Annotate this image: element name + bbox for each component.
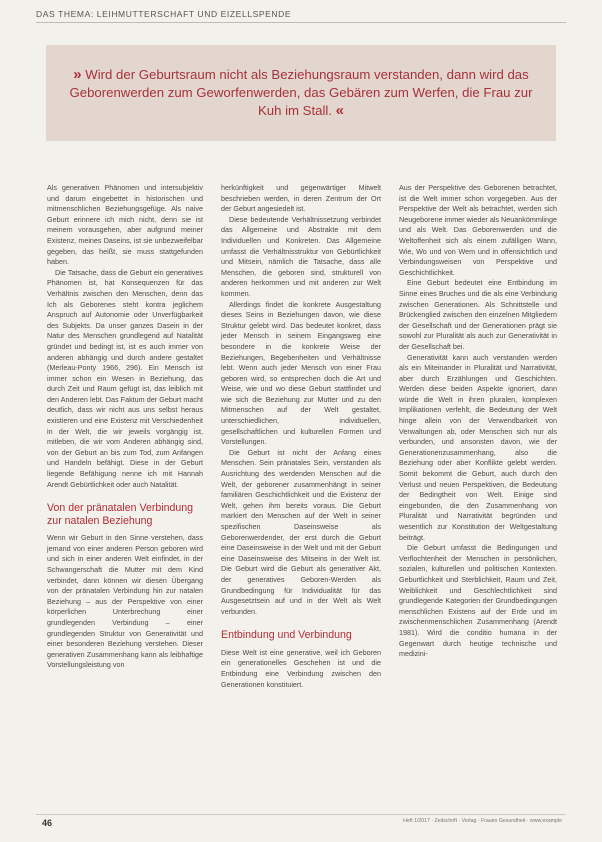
paragraph: herkünftigkeit und gegenwärtiger Mitwelt beschrieben werden, in deren Zentrum der Ort der Geburt angesiedelt ist. xyxy=(221,183,381,214)
quote-open-mark: » xyxy=(73,66,82,83)
column-middle xyxy=(221,183,381,690)
section-header: DAS THEMA: LEIHMUTTERSCHAFT UND EIZELLSPENDE xyxy=(36,9,292,19)
page-number: 46 xyxy=(42,818,53,828)
paragraph: Die Geburt umfasst die Bedingungen und Verflochtenheit der Menschen in persönlichen, sozialen, kulturellen und politischen Kontexten. Geburtlichkeit und Sterblichkeit, Raum und Zeit, Weiblichkeit und Geschlechtlichkeit sind grundlegende Kategorien der Grundbedingungen menschlichen Existens auf der Erde und im zwischenmenschlichen Zusammenhang (Arendt 1981). Wird die conditio humana in der Gegenwart durch heutige technische und medizini- xyxy=(399,543,557,659)
paragraph: Als generativen Phänomen und intersubjektiv und darum eingebettet in historischen und mitmenschlichen Beziehungsgefüge. Als naive Geburt erinnere ich mich nicht, denn sie ist meinem vorausgehen, aber aufgrund meiner Existenz, meines Daseins, ist sie unbezweifelbar gegeben, das heißt, sie muss stattgefunden haben. xyxy=(47,183,203,267)
section-heading: Entbindung und Verbindung xyxy=(221,629,352,642)
paragraph: Allerdings findet die konkrete Ausgestaltung dieses Seins in Beziehungen davon, wie diese Struktur gelebt wird. Das bedeutet konkret, dass jeder Mensch in seinem Eingangsweg eine besondere in die konkrete Weise der Beziehungen, Begebenheiten und Verhältnisse lebt. Wenn auch jeder Mensch von einer Frau geboren wird, so entsprechen doch die Art und Weise, wie und wo diese Geburt stattfindet und wie sich die Beziehung zur Mutter und zu den Mitmenschen auf der Welt gestaltet, unterschiedlichen, individuellen, gesellschaftlichen und kulturellen Formen und Vorstellungen. xyxy=(221,299,381,447)
header-divider xyxy=(36,22,566,23)
column-left xyxy=(47,183,203,671)
footer-divider xyxy=(36,814,566,815)
paragraph: Diese bedeutende Verhältnissetzung verbindet das Allgemeine und Abstrakte mit dem Individuellen und Konkreten. Das Allgemeine umfasst die Verhältnisstruktur von Gebürtlichkeit und Mitsein, nämlich die Tatsache, dass alle Menschen, die geboren sind, strukturell von anderen herkommen und mit anderen zur Welt kommen. xyxy=(221,214,381,298)
column-right xyxy=(399,183,557,660)
pull-quote-text: Wird der Geburtsraum nicht als Beziehungsraum verstanden, dann wird das Geborenwerden zum Geworfenwerden, das Gebären zum Werfen, die Frau zur Kuh im Stall. xyxy=(69,67,533,118)
quote-close-mark: « xyxy=(335,102,345,119)
paragraph: Aus der Perspektive des Geborenen betrachtet, ist die Welt immer schon vorgegeben. Aus der Perspektive der Welt als betrachtet, werden sich Neugeborene immer wieder als Neuankömmlinge und als Welt. Das Geborenwerden und die Weltoffenheit sich als einem zufälligen Wann, Wie, Wo und von Wem und in offensichtlich und Verbindungsweisen von Perspektive und Geschichtlichkeit. xyxy=(399,183,557,277)
paragraph: Generativität kann auch verstanden werden als ein Miteinander in Pluralität und Narrativität, aber durch Erzählungen und Geschichten. Werden diese beiden Aspekte ignoriert, dann würde die Welt in ihren pluralen, komplexen Implikationen verfehlt, die Bedeutung der Welt hinge allein von der Verwendbarkeit von Verwaltungen ab, oder Menschen sich nur als verbunden, und ansonsten davon, wie der Generationenzusammenhang, also die Beziehung oder aber Konflikte gelebt werden. Somit bekommt die Geburt, auch durch den Verlust und neuen Perspektiven, die Bedeutung der Bedingtheit von Welt. Einige sind eingebunden, die den Zusammenhang von Pluralität und Narrativität begründen und wesentlich zur Konstitution der Weltgestaltung beiträgt. xyxy=(399,352,557,542)
section-heading: Von der pränatalen Verbindung zur natalen Beziehung xyxy=(47,502,194,527)
pull-quote xyxy=(60,66,542,120)
paragraph: Die Geburt ist nicht der Anfang eines Menschen. Sein pränatales Sein, verstanden als Ausrichtung des werdenden Menschen auf die Welt, der geborener zusammenhängt in seiner familiären Geschichtlichkeit und die Existenz der Welt, gehen ihm bereits voraus. Die Geburt markiert den Menschen auf der Welt in seiner spezifischen Daseinsweise als Geborenwerdender, der erst durch die Geburt eine Daseinsweise in der Welt und mit der Geburt eine Daseinsweise des Mitseins in der Welt ist. Die Geburt wird die Geburt als generativer Akt, der generatives Geboren-Werden als Grundbedingung für Individualität für das Ausgesetztsein auf und in der Welt als Welt verbunden. xyxy=(221,447,381,616)
paragraph: Die Tatsache, dass die Geburt ein generatives Phänomen ist, hat Konsequenzen für das Verhältnis zwischen den Menschen, denn das Ich als Geborenes steht kontra jeglichem Anspruch auf Autonomie oder Unverfügbarkeit des Subjekts. Da unser ganzes Dasein in der Natur des Menschen grundlegend auf Natalität gründet und bedingt ist, ist es auch immer von anderen abhängig und durch andere gestaltet (Merleau-Ponty 1966, 296). Ein Mensch ist immer schon ein Wesen in Beziehung, das durch Zeit und Raum gefügt ist, das leiblich mit den Anderen lebt. Das Faktum der Geburt macht deutlich, dass wir nicht aus uns selbst heraus existieren und eine Existenz mit Verschiedenheit in der Welt, die wir jeweils vorgängig ist, mitleben, die wir vom Anderen abhängig sind, von der Geburt an bis zum Tod, zum Anfangen und Handeln befähigt. Diese in der Geburt liegende Befähigung nenne ich mit Hannah Arendt Gebürtlichkeit oder auch Natalität. xyxy=(47,267,203,489)
footer-credit: Heft 1/2017 · Zeitschrift · Verlag · Frauen Gesundheit · www.example xyxy=(403,818,562,824)
paragraph: Wenn wir Geburt in den Sinne verstehen, dass jemand von einer anderen Person geboren wird und sich in einer anderen Welt einfindet, in der Schwangerschaft die Mutter mit dem Kind verbindet, dann können wir diesen Übergang von der pränatalen Verbindung hin zur natalen Beziehung – aus der Perspektive von einer körperlichen Unterbrechung einer grundlegenden Verbindung – einer grundlegenden Struktur von Generativität und einer besonderen Beziehung verstehen. Dieser generativen Zusammenhang kann als leibhaftige Vorstellungsleistung von xyxy=(47,533,203,670)
paragraph: Diese Welt ist eine generative, weil ich Geboren ein generationelles Geschehen ist und die Entbindung eine Verbindung zwischen den Generationen konstituiert. xyxy=(221,647,381,689)
paragraph: Eine Geburt bedeutet eine Entbindung im Sinne eines Bruches und die als eine Verbindung zwischen Generationen. Als Schnittstelle und Brückenglied zwischen den einzelnen Mitgliedern der Gesellschaft und der Generationen prägt sie sowohl zur Pluralität als auch zur Generativität in der Gesellschaft bei. xyxy=(399,278,557,351)
